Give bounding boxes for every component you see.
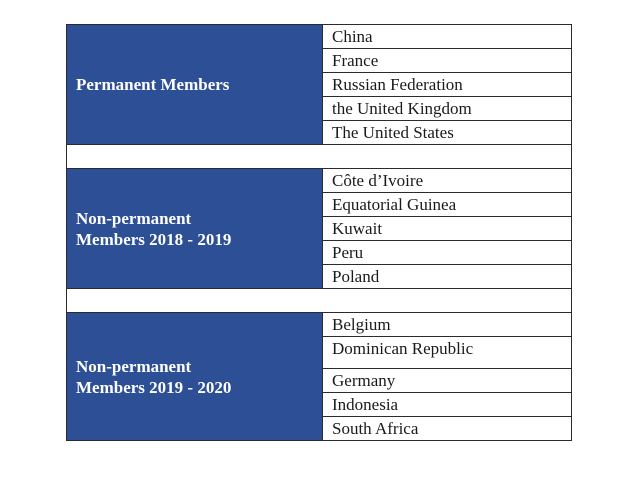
member-cell: South Africa — [323, 417, 572, 441]
member-cell: Dominican Republic — [323, 337, 572, 369]
group-category-label-line2: Members 2019 - 2020 — [76, 377, 232, 397]
member-cell: Equatorial Guinea — [323, 193, 572, 217]
spacer-cell — [67, 289, 572, 313]
table-row — [67, 25, 572, 49]
member-cell: China — [323, 25, 572, 49]
member-cell: Poland — [323, 265, 572, 289]
member-cell: Germany — [323, 369, 572, 393]
member-cell: France — [323, 49, 572, 73]
spacer-cell — [67, 145, 572, 169]
member-cell: The United States — [323, 121, 572, 145]
group-category-label-line2: Members 2018 - 2019 — [76, 229, 232, 249]
member-cell: Peru — [323, 241, 572, 265]
member-cell: Indonesia — [323, 393, 572, 417]
group-category-nonpermanent-2018-2019 — [67, 169, 323, 289]
group-category-label-line1: Non-permanent — [76, 208, 192, 228]
group-category-permanent — [67, 25, 323, 145]
member-cell: Belgium — [323, 313, 572, 337]
group-category-nonpermanent-2019-2020 — [67, 313, 323, 441]
spacer-row — [67, 289, 572, 313]
group-category-label: Permanent Members — [76, 75, 230, 94]
member-cell: the United Kingdom — [323, 97, 572, 121]
security-council-members-table — [66, 24, 572, 441]
table-row — [67, 169, 572, 193]
member-cell: Russian Federation — [323, 73, 572, 97]
spacer-row — [67, 145, 572, 169]
members-table-container — [66, 24, 562, 441]
member-cell: Côte d’Ivoire — [323, 169, 572, 193]
group-category-label-line1: Non-permanent — [76, 356, 192, 376]
table-row — [67, 313, 572, 337]
member-cell: Kuwait — [323, 217, 572, 241]
